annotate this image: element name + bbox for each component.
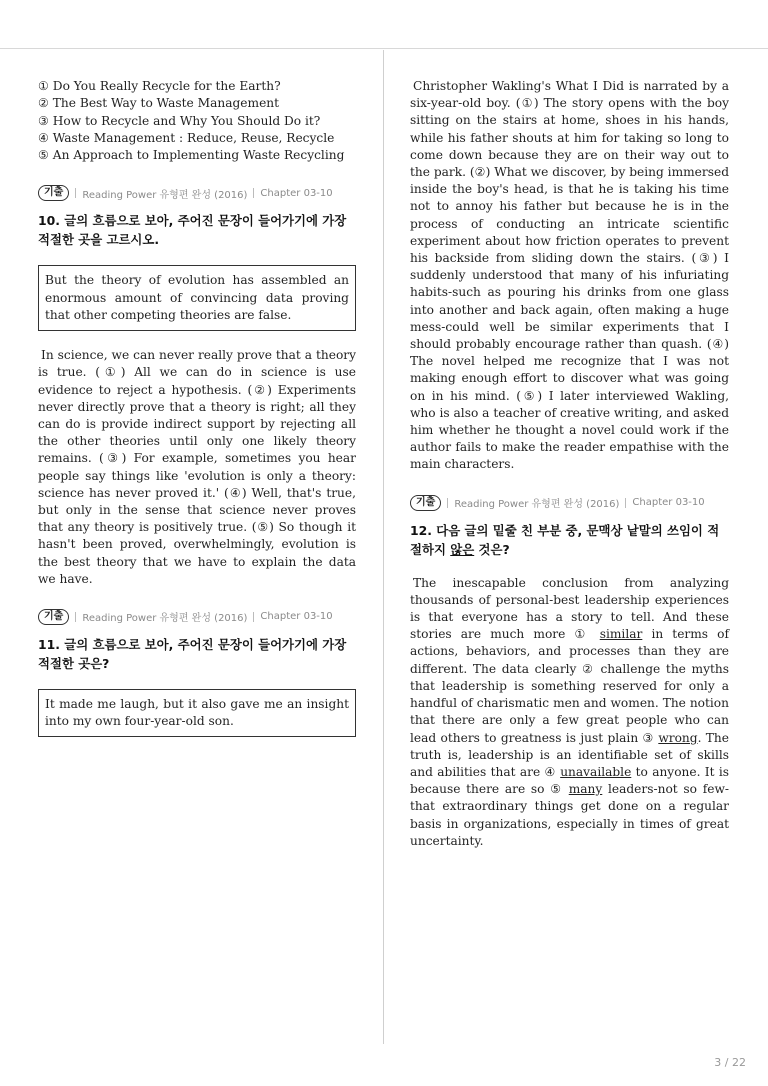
q12-title-end: 것은? — [474, 541, 510, 557]
passage-text: The inescapable conclusion from analyzing thousands of personal-best leadership experiences is that everyone has a story to tell. And these stories are much more ① — [410, 575, 729, 642]
passage-text: . The truth is, leadership is an identifiable set of skills and abilities that are ④ — [410, 730, 729, 779]
option-3: ③ How to Recycle and Why You Should Do it? — [38, 113, 321, 128]
chapter-label: Chapter 03-10 — [632, 497, 705, 509]
q10-source-row — [38, 184, 356, 202]
option-5: ⑤ An Approach to Implementing Waste Recycling — [38, 148, 345, 163]
source-label: Reading Power 유형편 완성 (2016) — [454, 499, 620, 511]
chapter-label: Chapter 03-10 — [260, 187, 333, 199]
option-4: ④ Waste Management : Reduce, Reuse, Recycle — [38, 130, 335, 145]
q12-title-emphasis: 않은 — [450, 541, 475, 557]
source-label: Reading Power 유형편 완성 (2016) — [82, 613, 248, 625]
header-rule — [0, 48, 768, 49]
passage-text: to anyone. It is because there are so ⑤ — [410, 764, 729, 797]
underlined-word-4: unavailable — [560, 764, 632, 779]
exam-tag: 기출 — [410, 495, 441, 511]
passage-text: in terms of actions, behaviors, and processes than they are different. The data clearly ② — [410, 627, 730, 676]
q11-passage: Christopher Wakling's What I Did is narrated by a six-year-old boy. (①) The story opens with the boy sitting on the stairs at home, shoes in his hands, while his father shouts at him for taking so long to come down because they are on their way out to the park. (②) What we discover, by being immersed inside the boy's head, is that he is taking his time not to annoy his father but because he is in the process of conducting an intricate scientific experiment about how friction operates to prevent his backside from sliding down the stairs. (③) I suddenly understood that many of his infuriating habits-such as pouring his drinks from one glass into another and back again, often making a huge mess-could well be similar experiments that I should probably encourage rather than quash. (④) The novel helped me recognize that I was not making enough effort to discover what was going on in his mind. (⑤) I later interviewed Wakling, who is also a teacher of creative writing, and asked him whether he thought a novel could work if the author fails to make the reader empathise with the main characters. — [410, 79, 729, 472]
answer-options — [38, 78, 356, 164]
q12-source-row — [410, 494, 729, 512]
exam-tag: 기출 — [38, 185, 69, 201]
page-number: 3 / 22 — [714, 1056, 746, 1069]
chapter-label: Chapter 03-10 — [260, 611, 333, 623]
q11-source-row — [38, 608, 356, 626]
option-1: ① Do You Really Recycle for the Earth? — [38, 79, 281, 93]
underlined-word-3: wrong — [658, 730, 698, 745]
q10-given-sentence: But the theory of evolution has assembled an enormous amount of convincing data proving that other competing theories are false. — [38, 265, 356, 331]
passage-text: leaders-not so few-that extraordinary things get done on a regular basis in organizations, especially in times of great uncertainty. — [410, 782, 729, 848]
q12-title-text: 12. 다음 글의 밑줄 친 부분 중, 문맥상 낱말의 쓰임이 적절하지 — [410, 522, 720, 557]
q12-title — [410, 521, 729, 559]
passage-text: the myths that leadership is something reserved for only a handful of charismatic men and women. The notion that there are only a few great people who can lead others to greatness is just plain ③ — [410, 661, 729, 745]
exam-tag: 기출 — [38, 609, 69, 625]
left-column — [38, 78, 356, 737]
q11-title: 11. 글의 흐름으로 보아, 주어진 문장이 들어가기에 가장 적절한 곳은? — [38, 636, 347, 671]
q12-passage — [410, 575, 729, 850]
column-divider — [383, 50, 384, 1044]
word-2: challenge — [600, 661, 661, 676]
q10-passage: In science, we can never really prove that a theory is true. (①) All we can do in science is use evidence to reject a hypothesis. (②) Experiments never directly prove that a theory is right; all they can do is provide indirect support by rejecting all the other theories until only one likely theory remains. (③) For example, sometimes you hear people say things like 'evolution is only a theory: science has never proved it.' (④) Well, that's true, but only in the sense that science never proves that any theory is positively true. (⑤) So though it hasn't been proved, overwhelmingly, evolution is the best theory that we have to explain the data we have. — [38, 348, 356, 586]
q10-title: 10. 글의 흐름으로 보아, 주어진 문장이 들어가기에 가장 적절한 곳을 고르시오. — [38, 213, 347, 248]
source-label: Reading Power 유형편 완성 (2016) — [82, 189, 248, 201]
underlined-word-1: similar — [599, 627, 643, 642]
underlined-word-5: many — [568, 782, 603, 797]
q11-given-sentence: It made me laugh, but it also gave me an insight into my own four-year-old son. — [38, 689, 356, 737]
right-column — [410, 78, 729, 850]
option-2: ② The Best Way to Waste Management — [38, 96, 280, 111]
